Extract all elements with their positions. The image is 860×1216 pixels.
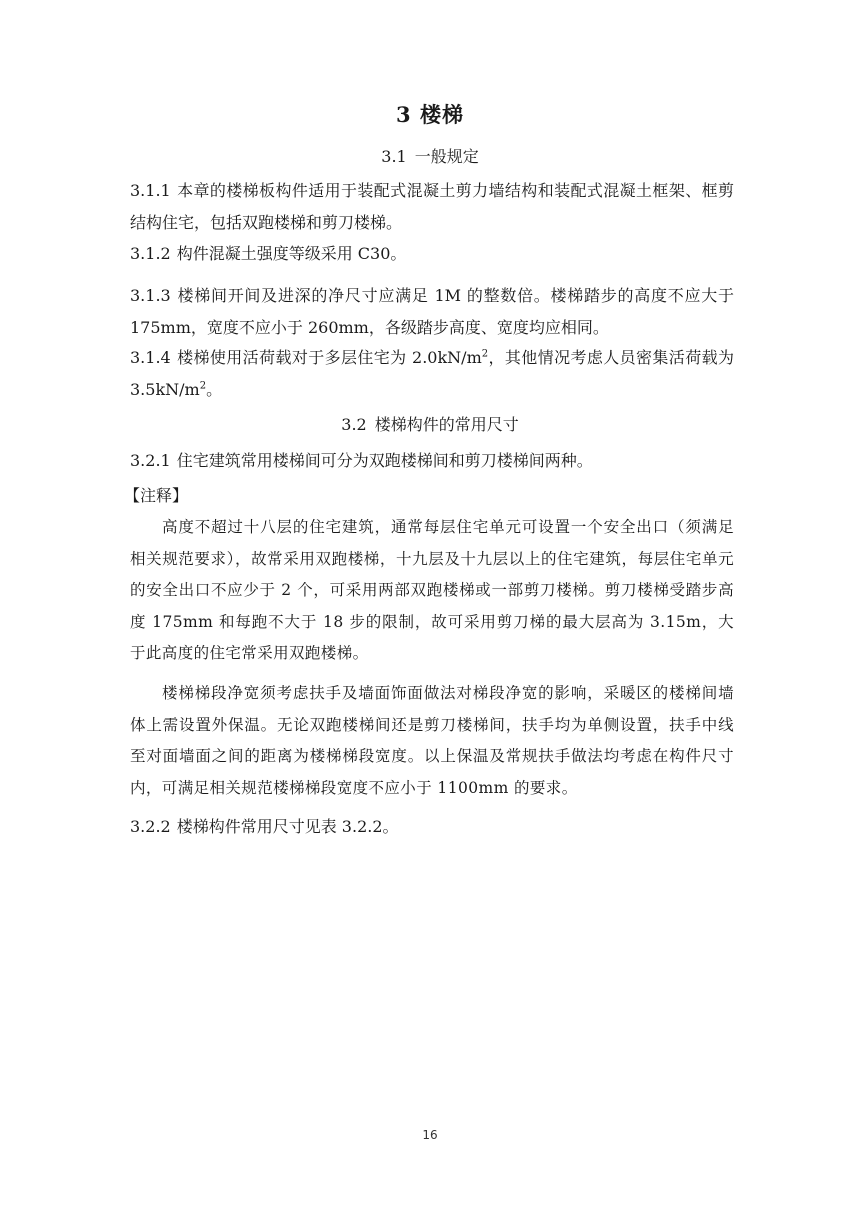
clause-text: 本章的楼梯板构件适用于装配式混凝土剪力墙结构和装配式混凝土框架、框剪结构住宅，包括双跑楼梯和剪刀楼梯。 [130,181,734,232]
clause-number: 3.1.3 [130,286,171,305]
clause-text: 楼梯构件常用尺寸见表 3.2.2。 [176,817,399,836]
section-heading-3-1 [0,145,860,169]
clause-3-1-3 [130,280,734,343]
clause-text: 楼梯间开间及进深的净尺寸应满足 1M 的整数倍。楼梯踏步的高度不应大于 175mm，宽度不应小于 260mm，各级踏步高度、宽度均应相同。 [130,286,734,337]
clause-number: 3.1.2 [130,244,171,263]
note-paragraph: 楼梯梯段净宽须考虑扶手及墙面饰面做法对梯段净宽的影响，采暖区的楼梯间墙体上需设置外保温。无论双跑楼梯间还是剪刀楼梯间，扶手均为单侧设置，扶手中线至对面墙面之间的距离为楼梯梯段宽度。以上保温及常规扶手做法均考虑在构件尺寸内，可满足相关规范楼梯梯段宽度不应小于 1100mm 的要求。 [130,684,734,797]
clause-text-part: 楼梯使用活荷载对于多层住宅为 2.0kN/m [176,348,482,367]
clause-3-1-1 [130,175,734,238]
page-number: 16 [422,1128,438,1142]
clause-3-2-1 [130,445,734,477]
section-title: 一般规定 [414,147,479,166]
clause-text: 构件混凝土强度等级采用 C30。 [176,244,407,263]
section-number: 3.1 [381,147,407,166]
chapter-title: 3 楼梯 [396,102,464,127]
note-label: 【注释】 [124,486,189,505]
clause-3-1-2 [130,238,734,270]
section-title: 楼梯构件的常用尺寸 [374,415,519,434]
superscript: 2 [199,380,207,392]
clause-text: 住宅建筑常用楼梯间可分为双跑楼梯间和剪刀楼梯间两种。 [176,451,593,470]
clause-number: 3.2.1 [130,451,171,470]
clause-3-1-4 [130,342,734,405]
clause-text-part: ，其他情况考虑人员密集活荷载为 3.5kN/m [130,348,734,399]
superscript: 2 [481,348,489,360]
clause-number: 3.1.1 [130,181,171,200]
section-heading-3-2 [0,413,860,437]
clause-number: 3.1.4 [130,348,171,367]
clause-text-part: 。 [206,379,223,399]
note-paragraph: 高度不超过十八层的住宅建筑，通常每层住宅单元可设置一个安全出口（须满足相关规范要求），故常采用双跑楼梯，十九层及十九层以上的住宅建筑，每层住宅单元的安全出口不应少于 2 个，可采用两部双跑楼梯或一部剪刀楼梯。剪刀楼梯受踏步高度 175mm 和每跑不大于 18 步的限制，故可采用剪刀梯的最大层高为 3.15m，大于此高度的住宅常采用双跑楼梯。 [130,518,734,662]
section-number: 3.2 [341,415,367,434]
clause-number: 3.2.2 [130,817,171,836]
clause-3-2-2 [130,811,734,843]
